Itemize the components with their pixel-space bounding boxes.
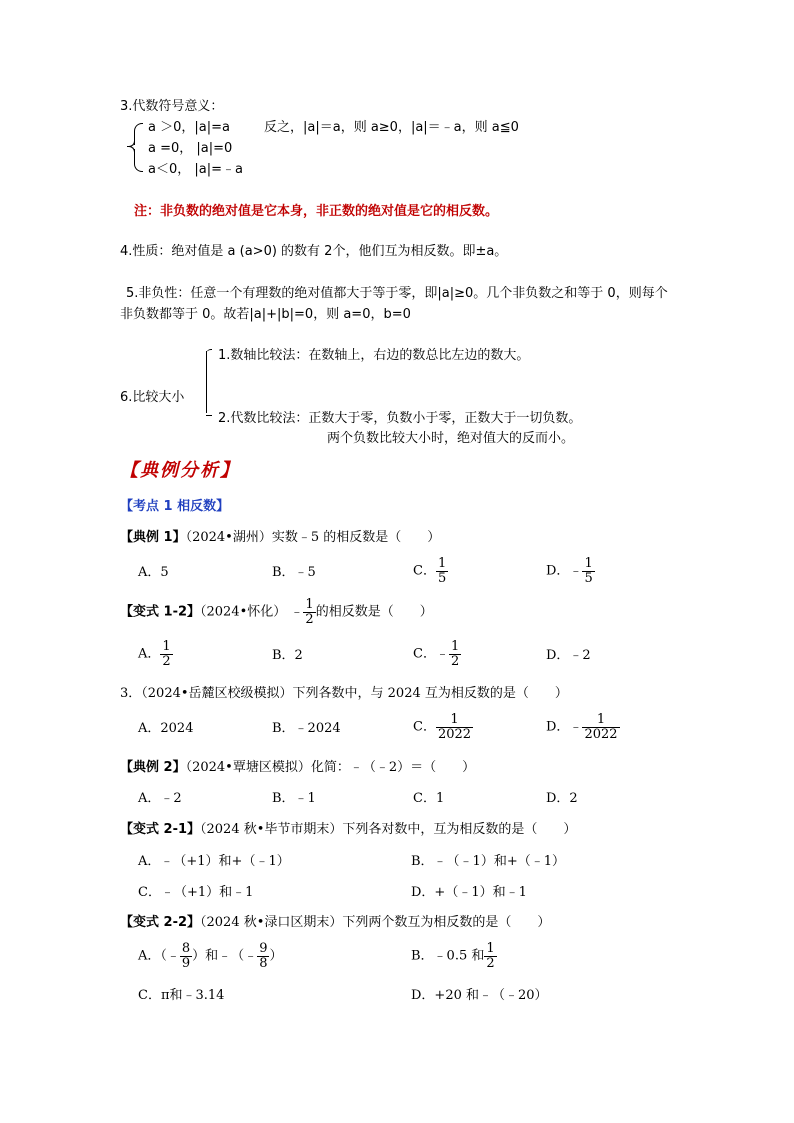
question-stem: （2024•湖州）实数﹣5 的相反数是（ ）	[185, 530, 441, 545]
q5-option-a[interactable]: A．﹣（+1）和+（﹣1）	[138, 854, 290, 869]
question-1	[120, 530, 440, 546]
q1-option-b[interactable]: B．﹣5	[272, 565, 316, 580]
question-2: 【变式 1-2】（2024•怀化） ﹣ $\frac{1}{2}$ 的相反数是（ ）	[120, 597, 433, 627]
q6-option-a[interactable]: A．（﹣ $\frac{8}{9}$ ）和﹣（﹣ $\frac{9}{8}$ ）	[138, 941, 283, 971]
q5-option-c[interactable]: C．﹣（+1）和﹣1	[138, 885, 254, 900]
q3-option-c[interactable]: C． $\frac{1}{2022}$	[413, 712, 472, 742]
converse-rule: 反之，|a|＝a，则 a≥0，|a|＝﹣a，则 a≦0	[264, 120, 519, 135]
q4-option-c[interactable]: C．1	[413, 791, 445, 806]
q6-option-c[interactable]: C．π和﹣3.14	[138, 988, 225, 1003]
case-negative: a＜0， |a|=﹣a	[148, 162, 243, 177]
q5-option-d[interactable]: D．+（﹣1）和﹣1	[411, 885, 527, 900]
section4-property: 4.性质：绝对值是 a (a>0) 的数有 2个，他们互为相反数。即±a。	[120, 244, 508, 259]
question-3: 3．（2024•岳麓区校级模拟）下列各数中，与 2024 互为相反数的是（ ）	[120, 686, 568, 701]
method-number-line: 1.数轴比较法：在数轴上，右边的数总比左边的数大。	[218, 348, 530, 363]
question-6: 【变式 2-2】（2024 秋•渌口区期末）下列两个数互为相反数的是（ ）	[120, 915, 551, 930]
method-algebraic-line1: 2.代数比较法：正数大于零，负数小于零，正数大于一切负数。	[218, 411, 582, 426]
q4-option-b[interactable]: B．﹣1	[272, 791, 316, 806]
q4-option-a[interactable]: A．﹣2	[138, 791, 182, 806]
q3-option-d[interactable]: D．﹣ $\frac{1}{2022}$	[546, 712, 618, 742]
note: 注：非负数的绝对值是它本身，非正数的绝对值是它的相反数。	[134, 204, 499, 219]
q1-option-d[interactable]: D．﹣ $\frac{1}{5}$	[546, 556, 593, 586]
q3-option-b[interactable]: B．﹣2024	[272, 721, 341, 736]
kaodian-title: 【考点 1 相反数】	[120, 499, 230, 514]
question-5: 【变式 2-1】（2024 秋•毕节市期末）下列各对数中，互为相反数的是（ ）	[120, 822, 577, 837]
case-positive: a ＞0，|a|=a	[148, 120, 230, 135]
q2-option-c[interactable]: C．﹣ $\frac{1}{2}$	[413, 639, 460, 669]
q6-option-d[interactable]: D．+20 和﹣（﹣20）	[411, 988, 548, 1003]
analysis-header: 【典例分析】	[120, 460, 240, 481]
q6-option-b[interactable]: B．﹣0.5 和 $\frac{1}{2}$	[411, 941, 495, 971]
section3-title: 3.代数符号意义：	[120, 99, 224, 114]
question-4: 【典例 2】（2024•覃塘区模拟）化简：﹣（﹣2）＝（ ）	[120, 760, 476, 775]
q1-option-c[interactable]: C． $\frac{1}{5}$	[413, 556, 447, 586]
q3-option-a[interactable]: A．2024	[138, 721, 194, 736]
q5-option-b[interactable]: B．﹣（﹣1）和+（﹣1）	[411, 854, 565, 869]
question-prefix: 【典例 1】	[120, 530, 186, 545]
q2-option-b[interactable]: B．2	[272, 648, 303, 663]
section5-line1: 5.非负性：任意一个有理数的绝对值都大于等于零，即|a|≥0。几个非负数之和等于 0，则每个	[126, 286, 668, 301]
q2-option-a[interactable]: A． $\frac{1}{2}$	[138, 639, 171, 669]
q2-option-d[interactable]: D．﹣2	[546, 648, 591, 663]
method-algebraic-line2: 两个负数比较大小时，绝对值大的反而小。	[327, 431, 575, 446]
case-zero: a =0， |a|=0	[148, 141, 233, 156]
q4-option-d[interactable]: D．2	[546, 791, 578, 806]
q1-option-a[interactable]: A．5	[138, 565, 169, 580]
section5-line2: 非负数都等于 0。故若|a|+|b|=0，则 a=0，b=0	[120, 307, 411, 322]
section6-label: 6.比较大小	[120, 390, 185, 405]
